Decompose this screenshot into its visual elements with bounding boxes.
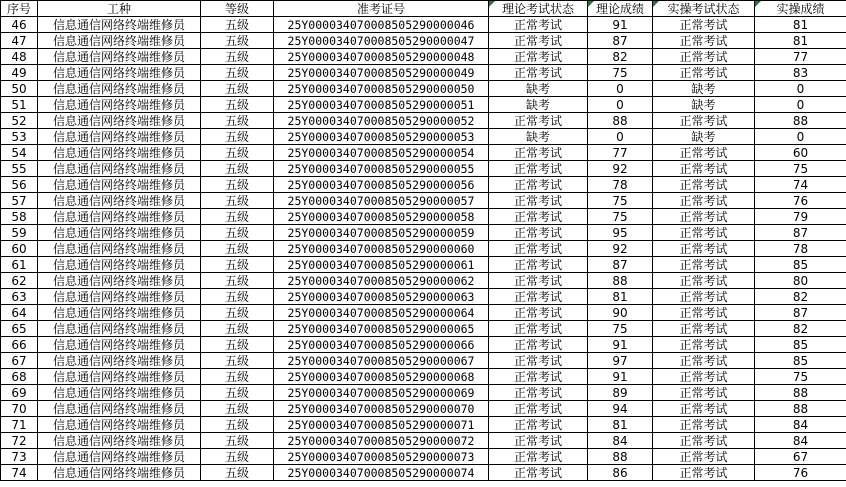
cell-practical-score: 82 — [755, 289, 846, 305]
cell-no: 56 — [1, 177, 38, 193]
table-row — [1, 225, 846, 241]
cell-level: 五级 — [201, 209, 274, 225]
cell-theory-status: 正常考试 — [489, 225, 588, 241]
cell-practical-score: 88 — [755, 385, 846, 401]
cell-theory-status: 正常考试 — [489, 33, 588, 49]
cell-practical-status: 正常考试 — [653, 145, 755, 161]
cell-exam-id: 25Y000034070008505290000052 — [274, 113, 489, 129]
cell-level: 五级 — [201, 33, 274, 49]
cell-practical-score: 75 — [755, 369, 846, 385]
cell-no: 52 — [1, 113, 38, 129]
cell-no: 51 — [1, 97, 38, 113]
cell-theory-score: 89 — [588, 385, 653, 401]
cell-theory-status: 正常考试 — [489, 417, 588, 433]
cell-exam-id: 25Y000034070008505290000058 — [274, 209, 489, 225]
cell-level: 五级 — [201, 177, 274, 193]
cell-practical-status: 缺考 — [653, 97, 755, 113]
cell-practical-status: 正常考试 — [653, 257, 755, 273]
table-row — [1, 81, 846, 97]
cell-exam-id: 25Y000034070008505290000072 — [274, 433, 489, 449]
cell-practical-status: 正常考试 — [653, 225, 755, 241]
header-level: 等级 — [201, 1, 274, 17]
cell-exam-id: 25Y000034070008505290000065 — [274, 321, 489, 337]
cell-no: 55 — [1, 161, 38, 177]
cell-practical-score: 0 — [755, 81, 846, 97]
table-row — [1, 33, 846, 49]
cell-level: 五级 — [201, 49, 274, 65]
table-row — [1, 353, 846, 369]
cell-level: 五级 — [201, 417, 274, 433]
cell-theory-score: 92 — [588, 161, 653, 177]
cell-theory-status: 正常考试 — [489, 49, 588, 65]
cell-no: 74 — [1, 465, 38, 481]
cell-theory-status: 缺考 — [489, 81, 588, 97]
cell-practical-score: 60 — [755, 145, 846, 161]
cell-exam-id: 25Y000034070008505290000050 — [274, 81, 489, 97]
cell-practical-score: 85 — [755, 353, 846, 369]
cell-level: 五级 — [201, 145, 274, 161]
table-row — [1, 65, 846, 81]
cell-level: 五级 — [201, 225, 274, 241]
cell-theory-score: 88 — [588, 449, 653, 465]
cell-job: 信息通信网络终端维修员 — [38, 97, 201, 113]
cell-practical-status: 正常考试 — [653, 65, 755, 81]
cell-theory-score: 90 — [588, 305, 653, 321]
cell-practical-status: 缺考 — [653, 81, 755, 97]
cell-practical-score: 85 — [755, 337, 846, 353]
cell-theory-status: 正常考试 — [489, 193, 588, 209]
cell-no: 73 — [1, 449, 38, 465]
cell-practical-status: 正常考试 — [653, 33, 755, 49]
cell-no: 48 — [1, 49, 38, 65]
cell-level: 五级 — [201, 401, 274, 417]
cell-no: 47 — [1, 33, 38, 49]
cell-theory-status: 正常考试 — [489, 289, 588, 305]
table-row — [1, 209, 846, 225]
cell-theory-score: 97 — [588, 353, 653, 369]
table-row — [1, 369, 846, 385]
cell-theory-score: 88 — [588, 273, 653, 289]
header-theory-score: 理论成绩 — [588, 1, 653, 17]
header-practical-status: 实操考试状态 — [653, 1, 755, 17]
cell-practical-status: 正常考试 — [653, 369, 755, 385]
table-row — [1, 193, 846, 209]
cell-level: 五级 — [201, 65, 274, 81]
cell-practical-status: 正常考试 — [653, 321, 755, 337]
cell-theory-status: 正常考试 — [489, 65, 588, 81]
table-row — [1, 257, 846, 273]
cell-theory-status: 正常考试 — [489, 113, 588, 129]
cell-theory-status: 正常考试 — [489, 305, 588, 321]
table-row — [1, 465, 846, 481]
cell-practical-score: 88 — [755, 401, 846, 417]
cell-theory-score: 86 — [588, 465, 653, 481]
cell-practical-status: 正常考试 — [653, 465, 755, 481]
cell-exam-id: 25Y000034070008505290000067 — [274, 353, 489, 369]
cell-job: 信息通信网络终端维修员 — [38, 337, 201, 353]
cell-job: 信息通信网络终端维修员 — [38, 193, 201, 209]
cell-job: 信息通信网络终端维修员 — [38, 401, 201, 417]
cell-practical-status: 正常考试 — [653, 433, 755, 449]
cell-level: 五级 — [201, 81, 274, 97]
cell-practical-score: 78 — [755, 241, 846, 257]
cell-no: 46 — [1, 17, 38, 33]
cell-theory-status: 正常考试 — [489, 465, 588, 481]
cell-no: 66 — [1, 337, 38, 353]
cell-exam-id: 25Y000034070008505290000054 — [274, 145, 489, 161]
cell-level: 五级 — [201, 289, 274, 305]
cell-job: 信息通信网络终端维修员 — [38, 209, 201, 225]
cell-theory-status: 正常考试 — [489, 321, 588, 337]
cell-practical-score: 84 — [755, 417, 846, 433]
cell-theory-score: 91 — [588, 337, 653, 353]
cell-job: 信息通信网络终端维修员 — [38, 273, 201, 289]
cell-job: 信息通信网络终端维修员 — [38, 65, 201, 81]
cell-theory-score: 0 — [588, 81, 653, 97]
cell-practical-score: 81 — [755, 33, 846, 49]
cell-job: 信息通信网络终端维修员 — [38, 161, 201, 177]
cell-theory-status: 正常考试 — [489, 161, 588, 177]
cell-no: 62 — [1, 273, 38, 289]
table-row — [1, 17, 846, 33]
cell-job: 信息通信网络终端维修员 — [38, 129, 201, 145]
cell-no: 64 — [1, 305, 38, 321]
cell-theory-score: 81 — [588, 289, 653, 305]
cell-theory-score: 75 — [588, 209, 653, 225]
cell-theory-score: 82 — [588, 49, 653, 65]
cell-practical-score: 87 — [755, 225, 846, 241]
header-job: 工种 — [38, 1, 201, 17]
cell-job: 信息通信网络终端维修员 — [38, 305, 201, 321]
table-row — [1, 321, 846, 337]
cell-practical-score: 83 — [755, 65, 846, 81]
cell-no: 65 — [1, 321, 38, 337]
cell-job: 信息通信网络终端维修员 — [38, 449, 201, 465]
cell-theory-score: 91 — [588, 17, 653, 33]
cell-theory-status: 正常考试 — [489, 145, 588, 161]
cell-practical-score: 0 — [755, 129, 846, 145]
cell-level: 五级 — [201, 385, 274, 401]
cell-job: 信息通信网络终端维修员 — [38, 177, 201, 193]
cell-practical-status: 正常考试 — [653, 193, 755, 209]
cell-no: 50 — [1, 81, 38, 97]
header-exam-id: 准考证号 — [274, 1, 489, 17]
cell-theory-score: 75 — [588, 65, 653, 81]
cell-practical-score: 76 — [755, 193, 846, 209]
cell-theory-status: 正常考试 — [489, 401, 588, 417]
cell-exam-id: 25Y000034070008505290000046 — [274, 17, 489, 33]
cell-level: 五级 — [201, 305, 274, 321]
cell-job: 信息通信网络终端维修员 — [38, 145, 201, 161]
cell-theory-status: 正常考试 — [489, 177, 588, 193]
cell-theory-status: 正常考试 — [489, 337, 588, 353]
cell-practical-score: 75 — [755, 161, 846, 177]
cell-exam-id: 25Y000034070008505290000066 — [274, 337, 489, 353]
cell-job: 信息通信网络终端维修员 — [38, 369, 201, 385]
cell-theory-score: 91 — [588, 369, 653, 385]
cell-exam-id: 25Y000034070008505290000073 — [274, 449, 489, 465]
cell-no: 58 — [1, 209, 38, 225]
table-row — [1, 449, 846, 465]
table-row — [1, 337, 846, 353]
cell-exam-id: 25Y000034070008505290000059 — [274, 225, 489, 241]
cell-theory-score: 75 — [588, 321, 653, 337]
cell-no: 72 — [1, 433, 38, 449]
cell-practical-score: 84 — [755, 433, 846, 449]
cell-job: 信息通信网络终端维修员 — [38, 385, 201, 401]
cell-practical-score: 88 — [755, 113, 846, 129]
cell-no: 67 — [1, 353, 38, 369]
cell-theory-score: 77 — [588, 145, 653, 161]
cell-exam-id: 25Y000034070008505290000062 — [274, 273, 489, 289]
cell-theory-status: 正常考试 — [489, 209, 588, 225]
cell-exam-id: 25Y000034070008505290000061 — [274, 257, 489, 273]
cell-practical-status: 正常考试 — [653, 385, 755, 401]
cell-job: 信息通信网络终端维修员 — [38, 465, 201, 481]
cell-theory-score: 0 — [588, 129, 653, 145]
cell-level: 五级 — [201, 161, 274, 177]
cell-theory-status: 正常考试 — [489, 17, 588, 33]
cell-job: 信息通信网络终端维修员 — [38, 17, 201, 33]
table-row — [1, 97, 846, 113]
table-row — [1, 289, 846, 305]
cell-level: 五级 — [201, 113, 274, 129]
header-theory-status: 理论考试状态 — [489, 1, 588, 17]
cell-job: 信息通信网络终端维修员 — [38, 241, 201, 257]
header-row — [1, 1, 846, 17]
table-row — [1, 385, 846, 401]
cell-practical-status: 正常考试 — [653, 417, 755, 433]
cell-exam-id: 25Y000034070008505290000048 — [274, 49, 489, 65]
cell-level: 五级 — [201, 129, 274, 145]
table-row — [1, 161, 846, 177]
table-row — [1, 305, 846, 321]
cell-theory-score: 75 — [588, 193, 653, 209]
cell-practical-status: 正常考试 — [653, 449, 755, 465]
cell-job: 信息通信网络终端维修员 — [38, 81, 201, 97]
cell-level: 五级 — [201, 465, 274, 481]
cell-theory-score: 84 — [588, 433, 653, 449]
cell-job: 信息通信网络终端维修员 — [38, 113, 201, 129]
cell-practical-status: 正常考试 — [653, 49, 755, 65]
cell-exam-id: 25Y000034070008505290000074 — [274, 465, 489, 481]
cell-no: 68 — [1, 369, 38, 385]
table-row — [1, 177, 846, 193]
cell-practical-status: 正常考试 — [653, 113, 755, 129]
cell-level: 五级 — [201, 97, 274, 113]
cell-theory-score: 94 — [588, 401, 653, 417]
cell-exam-id: 25Y000034070008505290000049 — [274, 65, 489, 81]
cell-exam-id: 25Y000034070008505290000069 — [274, 385, 489, 401]
cell-theory-score: 78 — [588, 177, 653, 193]
cell-exam-id: 25Y000034070008505290000057 — [274, 193, 489, 209]
cell-theory-status: 缺考 — [489, 129, 588, 145]
cell-level: 五级 — [201, 193, 274, 209]
cell-no: 54 — [1, 145, 38, 161]
cell-job: 信息通信网络终端维修员 — [38, 33, 201, 49]
cell-level: 五级 — [201, 353, 274, 369]
cell-job: 信息通信网络终端维修员 — [38, 257, 201, 273]
cell-level: 五级 — [201, 273, 274, 289]
cell-no: 49 — [1, 65, 38, 81]
cell-theory-score: 87 — [588, 257, 653, 273]
cell-exam-id: 25Y000034070008505290000068 — [274, 369, 489, 385]
cell-exam-id: 25Y000034070008505290000064 — [274, 305, 489, 321]
cell-practical-status: 缺考 — [653, 129, 755, 145]
cell-practical-status: 正常考试 — [653, 17, 755, 33]
cell-theory-status: 正常考试 — [489, 241, 588, 257]
cell-exam-id: 25Y000034070008505290000070 — [274, 401, 489, 417]
cell-job: 信息通信网络终端维修员 — [38, 289, 201, 305]
cell-practical-status: 正常考试 — [653, 209, 755, 225]
cell-practical-score: 79 — [755, 209, 846, 225]
header-no: 序号 — [1, 1, 38, 17]
cell-practical-status: 正常考试 — [653, 401, 755, 417]
table-row — [1, 129, 846, 145]
table-row — [1, 145, 846, 161]
table-row — [1, 401, 846, 417]
cell-practical-score: 77 — [755, 49, 846, 65]
cell-theory-score: 95 — [588, 225, 653, 241]
cell-practical-status: 正常考试 — [653, 353, 755, 369]
cell-theory-score: 92 — [588, 241, 653, 257]
table-row — [1, 241, 846, 257]
cell-practical-status: 正常考试 — [653, 161, 755, 177]
cell-theory-status: 正常考试 — [489, 353, 588, 369]
cell-practical-status: 正常考试 — [653, 337, 755, 353]
cell-level: 五级 — [201, 321, 274, 337]
cell-level: 五级 — [201, 257, 274, 273]
cell-practical-score: 74 — [755, 177, 846, 193]
cell-no: 61 — [1, 257, 38, 273]
cell-exam-id: 25Y000034070008505290000060 — [274, 241, 489, 257]
table-row — [1, 433, 846, 449]
cell-no: 63 — [1, 289, 38, 305]
cell-practical-status: 正常考试 — [653, 305, 755, 321]
cell-practical-score: 0 — [755, 97, 846, 113]
table-row — [1, 49, 846, 65]
cell-level: 五级 — [201, 433, 274, 449]
cell-exam-id: 25Y000034070008505290000047 — [274, 33, 489, 49]
cell-practical-score: 81 — [755, 17, 846, 33]
cell-level: 五级 — [201, 449, 274, 465]
header-practical-score: 实操成绩 — [755, 1, 846, 17]
cell-exam-id: 25Y000034070008505290000051 — [274, 97, 489, 113]
cell-level: 五级 — [201, 337, 274, 353]
cell-job: 信息通信网络终端维修员 — [38, 433, 201, 449]
cell-exam-id: 25Y000034070008505290000053 — [274, 129, 489, 145]
cell-no: 60 — [1, 241, 38, 257]
cell-no: 71 — [1, 417, 38, 433]
cell-no: 57 — [1, 193, 38, 209]
cell-practical-score: 80 — [755, 273, 846, 289]
cell-no: 69 — [1, 385, 38, 401]
cell-no: 70 — [1, 401, 38, 417]
cell-theory-status: 缺考 — [489, 97, 588, 113]
table-row — [1, 417, 846, 433]
cell-no: 59 — [1, 225, 38, 241]
cell-job: 信息通信网络终端维修员 — [38, 417, 201, 433]
cell-practical-score: 82 — [755, 321, 846, 337]
cell-exam-id: 25Y000034070008505290000063 — [274, 289, 489, 305]
cell-theory-status: 正常考试 — [489, 257, 588, 273]
cell-theory-score: 88 — [588, 113, 653, 129]
cell-job: 信息通信网络终端维修员 — [38, 353, 201, 369]
cell-level: 五级 — [201, 17, 274, 33]
cell-theory-status: 正常考试 — [489, 433, 588, 449]
cell-theory-status: 正常考试 — [489, 449, 588, 465]
cell-theory-score: 0 — [588, 97, 653, 113]
cell-practical-status: 正常考试 — [653, 241, 755, 257]
cell-theory-score: 87 — [588, 33, 653, 49]
cell-practical-status: 正常考试 — [653, 273, 755, 289]
cell-exam-id: 25Y000034070008505290000056 — [274, 177, 489, 193]
cell-job: 信息通信网络终端维修员 — [38, 225, 201, 241]
cell-theory-score: 81 — [588, 417, 653, 433]
cell-theory-status: 正常考试 — [489, 369, 588, 385]
table-row — [1, 113, 846, 129]
table-body — [1, 17, 846, 481]
cell-exam-id: 25Y000034070008505290000071 — [274, 417, 489, 433]
cell-theory-status: 正常考试 — [489, 385, 588, 401]
cell-no: 53 — [1, 129, 38, 145]
cell-practical-score: 67 — [755, 449, 846, 465]
cell-job: 信息通信网络终端维修员 — [38, 49, 201, 65]
cell-exam-id: 25Y000034070008505290000055 — [274, 161, 489, 177]
cell-practical-status: 正常考试 — [653, 289, 755, 305]
table-row — [1, 273, 846, 289]
cell-level: 五级 — [201, 241, 274, 257]
cell-level: 五级 — [201, 369, 274, 385]
cell-practical-score: 87 — [755, 305, 846, 321]
cell-practical-status: 正常考试 — [653, 177, 755, 193]
cell-theory-status: 正常考试 — [489, 273, 588, 289]
cell-job: 信息通信网络终端维修员 — [38, 321, 201, 337]
cell-practical-score: 76 — [755, 465, 846, 481]
cell-practical-score: 85 — [755, 257, 846, 273]
